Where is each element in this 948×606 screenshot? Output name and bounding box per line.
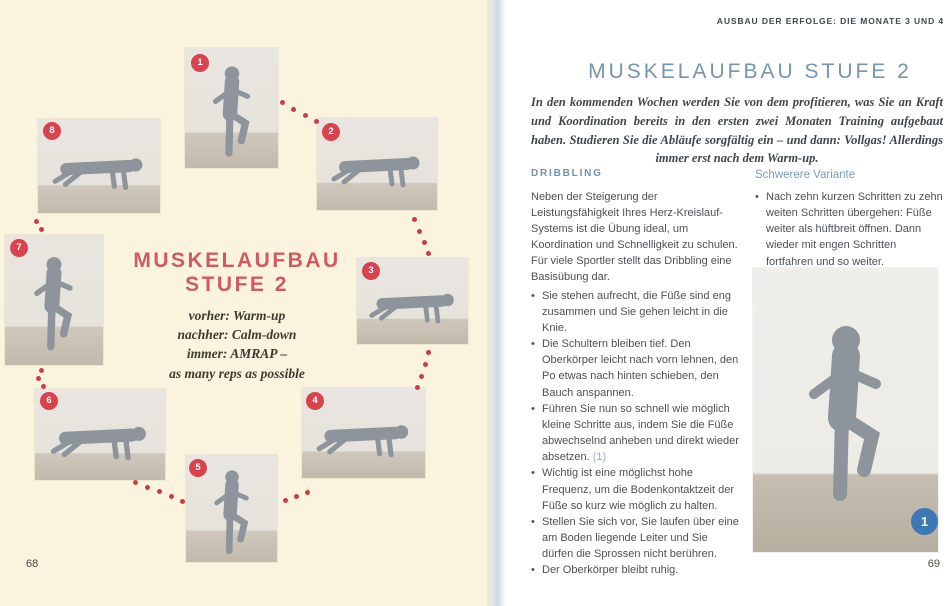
- bullet-item: [531, 336, 740, 401]
- page-gutter: [487, 0, 506, 606]
- bullet-text: Führen Sie nun so schnell wie möglich kleine Schritte aus, indem Sie die Füße abwechselnd anheben und direkt wieder absetzen.: [542, 402, 739, 464]
- step-badge-7: 7: [10, 239, 28, 257]
- figure-crunch-icon: [48, 143, 150, 194]
- dribbling-intro: Neben der Steigerung der Leistungsfähigkeit Ihres Herz-Kreislauf-Systems ist die Übung ideal, um Koordination und Schnelligkeit zu schulen. Für viele Sportler stellt das Dribbling eine Basisübung dar.: [531, 190, 738, 284]
- note-nachher: nachher: Calm-down: [177, 327, 297, 343]
- bullet-item: [531, 562, 740, 578]
- step-badge-5: 5: [189, 459, 207, 477]
- step-badge-8: 8: [43, 122, 61, 140]
- bullet-text: Sie stehen aufrecht, die Füße sind eng zusammen und Sie gehen leicht in die Knie.: [542, 289, 731, 334]
- figure-jump-clap-icon: [22, 254, 86, 354]
- step-badge-3: 3: [362, 262, 380, 280]
- figure-plank-icon: [46, 410, 154, 464]
- dribbling-heading: DRIBBLING: [531, 168, 603, 179]
- page-number-left: 68: [26, 558, 39, 570]
- left-page-title-line2: STUFE 2: [185, 272, 289, 296]
- left-title-block: [102, 249, 372, 383]
- intro-paragraph: In den kommenden Wochen werden Sie von dem profitieren, was Sie an Kraft und Koordination bereits in den ersten zwei Monaten Training aufgebaut haben. Studieren Sie die Abläufe sorgfältig ein – und dann: Vollgas! Allerdings immer erst nach dem Warm-up.: [531, 95, 943, 166]
- variant-section: [755, 167, 946, 270]
- page-title: MUSKELAUFBAU STUFE 2: [588, 60, 912, 83]
- bullet-text: Die Schultern bleiben tief. Den Oberkörper leicht nach vorn lehnen, den Po etwas nach hinten schieben, den Bauch anspannen.: [542, 338, 739, 399]
- figure-dribbling-icon: [786, 314, 906, 514]
- variant-bullet-list: [755, 189, 946, 270]
- dribbling-section: [531, 167, 740, 578]
- figure-high-knees-icon: [201, 64, 263, 159]
- page-number-right: 69: [927, 558, 940, 570]
- step-badge-2: 2: [322, 123, 340, 141]
- figure-bear-crawl-icon: [365, 279, 461, 327]
- figure-side-plank-icon: [327, 141, 427, 191]
- figure-back-extension-icon: [312, 409, 416, 461]
- left-page-title-line1: MUSKELAUFBAU: [133, 249, 341, 272]
- running-head: AUSBAU DER ERFOLGE: DIE MONATE 3 UND 4: [716, 16, 944, 26]
- bullet-item: [755, 189, 946, 270]
- bullet-item: [531, 288, 740, 336]
- step-badge-4: 4: [306, 392, 324, 410]
- variant-heading: Schwerere Variante: [755, 169, 856, 181]
- bullet-text: Nach zehn kurzen Schritten zu zehn weiten Schritten übergehen: Füße weiter als hüftbreit öffnen. Dann wieder mit engen Schritten fortfahren und so weiter.: [766, 190, 943, 268]
- step-badge-6: 6: [40, 392, 58, 410]
- bullet-text: Der Oberkörper bleibt ruhig.: [542, 564, 679, 577]
- bullet-text: Wichtig ist eine möglichst hohe Frequenz, um die Bodenkontaktzeit der Füße so kurz wie möglich zu halten.: [542, 467, 735, 512]
- bullet-item: [531, 514, 740, 562]
- workout-notes: [102, 306, 372, 383]
- photo-number-badge: 1: [911, 508, 938, 535]
- step-badge-1: 1: [191, 54, 209, 72]
- bullet-item: [531, 465, 740, 513]
- note-vorher: vorher: Warm-up: [188, 308, 286, 324]
- figure-reference: (1): [592, 451, 607, 464]
- bullet-text: Stellen Sie sich vor, Sie laufen über eine am Boden liegende Leiter und Sie dürfen die Sprossen nicht berühren.: [542, 515, 739, 561]
- note-amrap: as many reps as possible: [169, 365, 305, 381]
- bullet-item: [531, 401, 740, 466]
- note-immer: immer: AMRAP –: [186, 346, 288, 362]
- figure-wall-drive-icon: [203, 468, 261, 556]
- dribbling-demo-photo: [753, 268, 938, 552]
- dribbling-bullet-list: [531, 288, 740, 579]
